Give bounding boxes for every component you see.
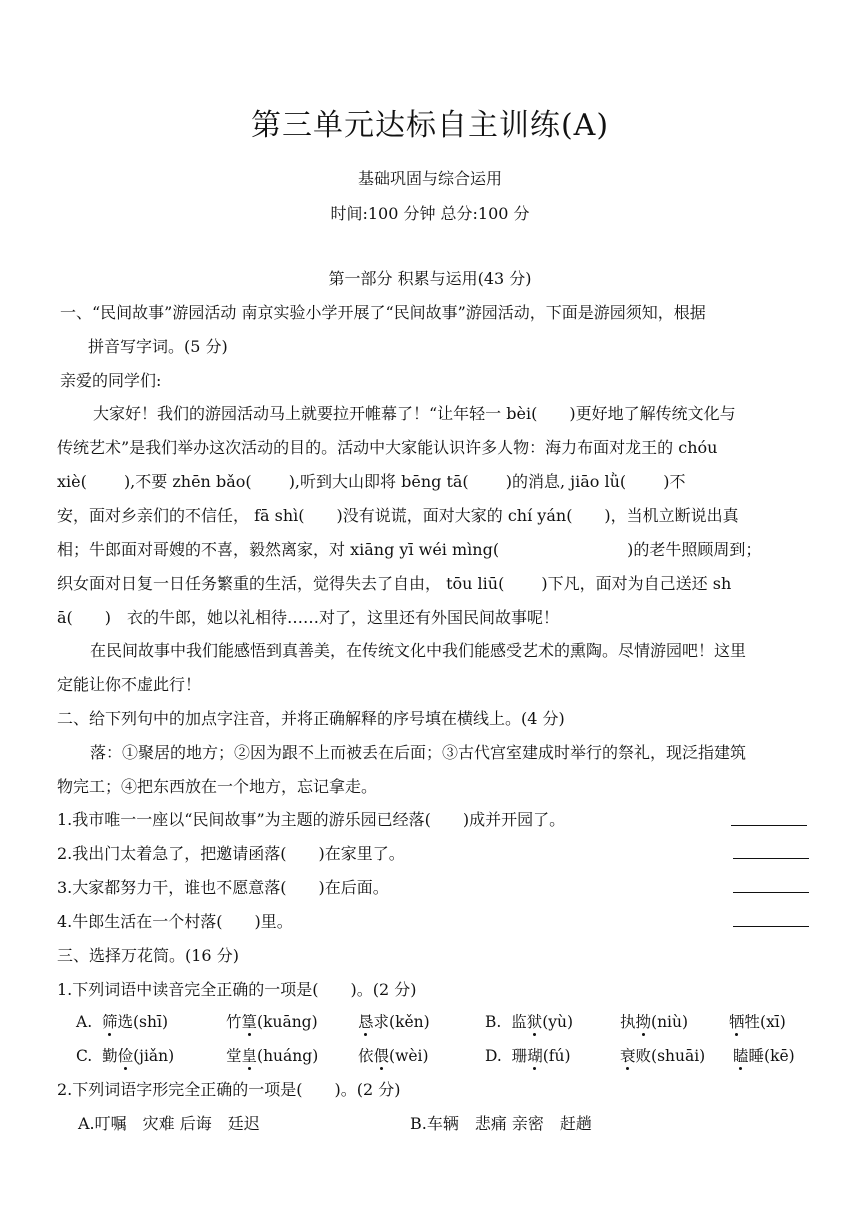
dotted-char: 筛 <box>101 1013 118 1031</box>
option-b-word-3: 牺牲(xī) <box>729 1013 786 1031</box>
option-a-word-1: A. 筛选(shī) <box>76 1013 168 1031</box>
option-c-word-2: 堂皇(huáng) <box>226 1047 319 1065</box>
option-b-word-2: 执拗(niù) <box>620 1013 689 1031</box>
q1-intro-line1: 一、“民间故事”游园活动 南京实验小学开展了“民间故事”游园活动，下面是游园须知，根据 <box>60 303 706 322</box>
option-a-word-3: 恳求(kěn) <box>358 1013 430 1031</box>
q1-passage-line: 大家好！我们的游园活动马上就要拉开帷幕了！“让年轻一 bèi( )更好地了解传统文化与 <box>93 404 736 423</box>
option-c-word-3: 依偎(wèi) <box>358 1047 429 1065</box>
q1-passage-line: 安，面对乡亲们的不信任， fā shì( )没有说谎，面对大家的 chí yán( )，当机立断说出真 <box>57 506 739 525</box>
q3-sub1-question: 1.下列词语中读音完全正确的一项是( )。(2 分) <box>57 980 417 999</box>
q2-item: 4.牛郎生活在一个村落( )里。 <box>57 912 293 931</box>
page-title: 第三单元达标自主训练(A) <box>250 108 610 143</box>
option-d-word-3: 瞌睡(kē) <box>733 1047 795 1065</box>
q1-closing-line: 在民间故事中我们能感悟到真善美，在传统文化中我们能感受艺术的熏陶。尽情游园吧！这里 <box>90 641 747 660</box>
time-info: 时间:100 分钟 总分:100 分 <box>330 204 530 223</box>
option-d-word-1: D. 珊瑚(fú) <box>485 1047 571 1065</box>
q1-passage-line: 相；牛郎面对哥嫂的不喜，毅然离家，对 xiāng yī wéi mìng( )的老牛照顾周到； <box>57 540 762 559</box>
answer-line[interactable] <box>733 926 809 927</box>
q1-passage-line: ā( ) 衣的牛郎，她以礼相待……对了，这里还有外国民间故事呢！ <box>57 608 560 627</box>
q2-definition-line1: 落：①聚居的地方；②因为跟不上而被丢在后面；③古代宫室建成时举行的祭礼，现泛指建筑 <box>90 743 747 762</box>
q2-item: 1.我市唯一一座以“民间故事”为主题的游乐园已经落( )成并开园了。 <box>57 810 566 829</box>
q1-greeting: 亲爱的同学们: <box>60 371 162 390</box>
answer-line[interactable] <box>733 858 809 859</box>
q2-item: 2.我出门太着急了，把邀请函落( )在家里了。 <box>57 844 405 863</box>
option-b-line: B.车辆 悲痛 亲密 赶趟 <box>410 1114 592 1133</box>
option-c-word-1: C. 勤俭(jiǎn) <box>76 1047 175 1065</box>
q2-definition-line2: 物完工；④把东西放在一个地方，忘记拿走。 <box>57 777 378 796</box>
q3-sub2-question: 2.下列词语字形完全正确的一项是( )。(2 分) <box>57 1080 401 1099</box>
q1-closing-line: 定能让你不虚此行！ <box>57 675 202 694</box>
option-a-line: A.叮嘱 灾难 后诲 廷迟 <box>78 1114 260 1133</box>
q1-passage-line: 织女面对日复一日任务繁重的生活，觉得失去了自由， tōu liū( )下凡，面对为自己送还 sh <box>57 574 732 593</box>
q2-item: 3.大家都努力干，谁也不愿意落( )在后面。 <box>57 878 389 897</box>
q3-heading: 三、选择万花筒。(16 分) <box>57 946 239 965</box>
part-heading: 第一部分 积累与运用(43 分) <box>328 269 532 288</box>
page-subtitle: 基础巩固与综合运用 <box>357 169 502 188</box>
answer-line[interactable] <box>731 825 807 826</box>
option-a-word-2: 竹篁(kuāng) <box>226 1013 318 1031</box>
q1-intro-line2: 拼音写字词。(5 分) <box>88 337 228 356</box>
answer-line[interactable] <box>733 892 809 893</box>
option-b-word-1: B. 监狱(yù) <box>485 1013 574 1031</box>
option-d-word-2: 衰败(shuāi) <box>620 1047 706 1065</box>
q1-passage-line: xiè( ),不要 zhēn bǎo( ),听到大山即将 bēng tā( )的消息, jiāo lǜ( )不 <box>57 472 686 491</box>
q1-passage-line: 传统艺术”是我们举办这次活动的目的。活动中大家能认识许多人物：海力布面对龙王的 chóu <box>57 438 718 457</box>
q2-heading: 二、给下列句中的加点字注音，并将正确解释的序号填在横线上。(4 分) <box>57 709 565 728</box>
